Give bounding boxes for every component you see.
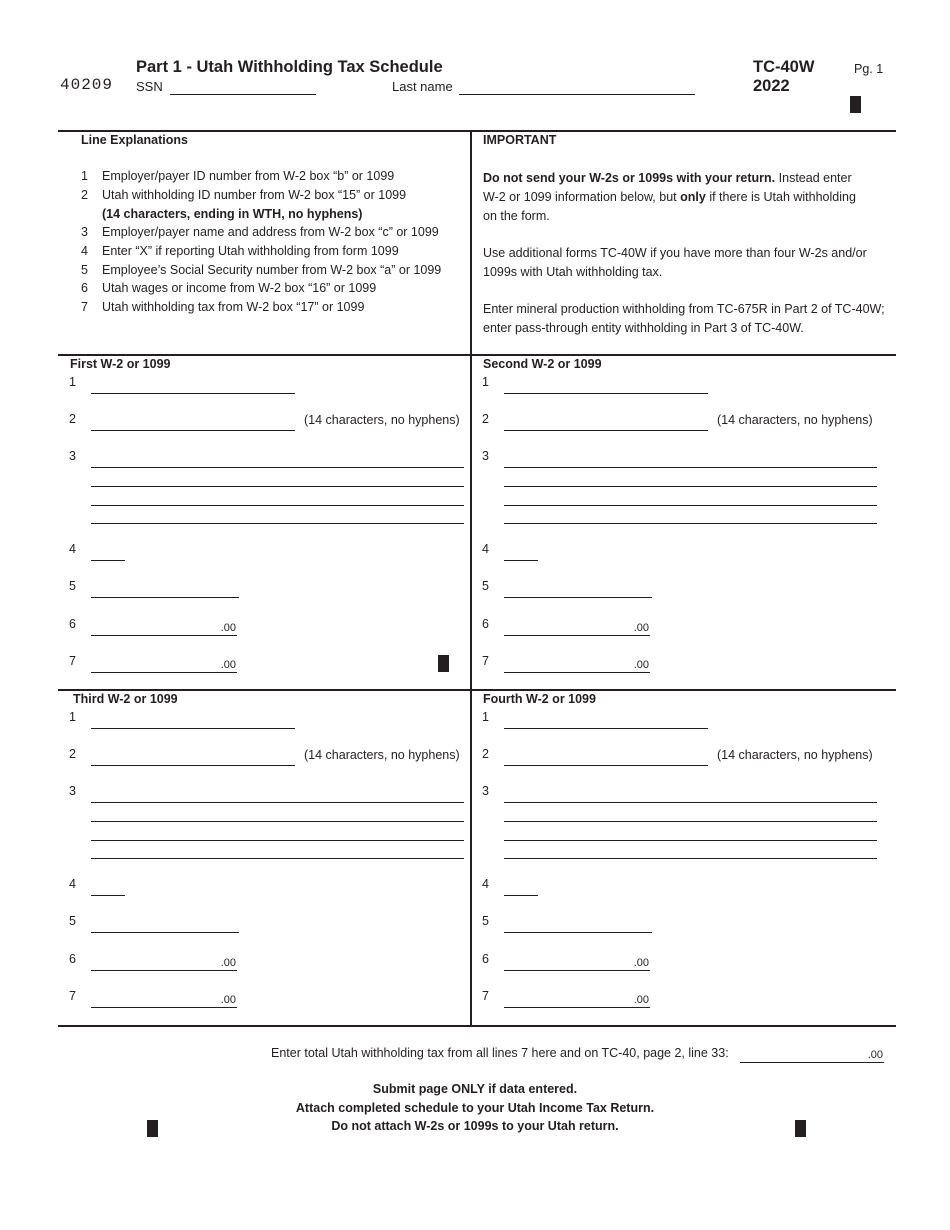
- rule-bottom: [58, 1025, 896, 1027]
- second-employer-address-input-2[interactable]: [504, 470, 877, 487]
- fourth-utah-wages-cents: .00: [633, 957, 649, 969]
- fourth-line-4-number: 4: [482, 877, 489, 891]
- fourth-employer-address-input-3[interactable]: [504, 824, 877, 841]
- fourth-line-1-number: 1: [482, 710, 489, 724]
- total-withholding-field[interactable]: [740, 1045, 870, 1063]
- third-line-5-number: 5: [69, 914, 76, 928]
- second-line-2-number: 2: [482, 412, 489, 426]
- first-utah-wages-cents: .00: [220, 622, 236, 634]
- second-employer-address-input-1[interactable]: [504, 451, 877, 468]
- registration-mark: [850, 96, 861, 113]
- fourth-line-7-number: 7: [482, 989, 489, 1003]
- first-14-chars-hint: (14 characters, no hyphens): [304, 413, 460, 427]
- first-w2-title: First W-2 or 1099: [70, 357, 171, 371]
- fourth-line-6-number: 6: [482, 952, 489, 966]
- third-w2-title: Third W-2 or 1099: [73, 692, 178, 706]
- ssn-label: SSN: [136, 79, 163, 94]
- third-utah-withholding-tax-field[interactable]: [91, 990, 223, 1008]
- fourth-utah-withholding-tax-cents: .00: [633, 994, 649, 1006]
- second-utah-wages-field[interactable]: [504, 618, 636, 636]
- form-code: 40209: [60, 76, 114, 94]
- third-utah-wages-field[interactable]: [91, 953, 223, 971]
- fourth-14-chars-hint: (14 characters, no hyphens): [717, 748, 873, 762]
- first-form-1099-x-input[interactable]: [91, 544, 125, 561]
- fourth-employer-address-input-4[interactable]: [504, 842, 877, 859]
- fourth-utah-wages-input[interactable]: [504, 953, 650, 971]
- rule-after-explanations: [58, 354, 896, 356]
- total-withholding-input[interactable]: [740, 1045, 884, 1063]
- first-line-2-number: 2: [69, 412, 76, 426]
- footer-line-1: Submit page ONLY if data entered.: [372, 1082, 578, 1096]
- important-paragraph-2: Use additional forms TC-40W if you have more than four W-2s and/or 1099s with Utah withholding tax.: [483, 246, 867, 279]
- third-form-1099-x-input[interactable]: [91, 879, 125, 896]
- second-employer-address-input-3[interactable]: [504, 489, 877, 506]
- fourth-utah-withholding-tax-input[interactable]: [504, 990, 650, 1008]
- first-employer-address-input-3[interactable]: [91, 489, 464, 506]
- third-utah-wages-input[interactable]: [91, 953, 237, 971]
- second-employer-id-input[interactable]: [504, 377, 708, 394]
- first-utah-withholding-tax-cents: .00: [220, 659, 236, 671]
- footer-line-3: Do not attach W-2s or 1099s to your Utah return.: [331, 1119, 619, 1133]
- second-utah-withholding-tax-cents: .00: [633, 659, 649, 671]
- page-title: Part 1 - Utah Withholding Tax Schedule: [136, 58, 443, 76]
- third-line-1-number: 1: [69, 710, 76, 724]
- top-rule: [58, 130, 896, 132]
- second-employee-ssn-input[interactable]: [504, 581, 652, 598]
- page-number: Pg. 1: [854, 62, 884, 76]
- fourth-employer-address-input-2[interactable]: [504, 805, 877, 822]
- first-line-1-number: 1: [69, 375, 76, 389]
- third-line-4-number: 4: [69, 877, 76, 891]
- first-employee-ssn-input[interactable]: [91, 581, 239, 598]
- third-14-chars-hint: (14 characters, no hyphens): [304, 748, 460, 762]
- first-utah-withholding-tax-input[interactable]: [91, 655, 237, 673]
- second-utah-withholding-id-input[interactable]: [504, 414, 708, 431]
- footer-line-2: Attach completed schedule to your Utah Income Tax Return.: [295, 1101, 655, 1115]
- second-w2-title: Second W-2 or 1099: [483, 357, 602, 371]
- third-utah-withholding-id-input[interactable]: [91, 749, 295, 766]
- fourth-utah-withholding-tax-field[interactable]: [504, 990, 636, 1008]
- registration-mark: [147, 1120, 158, 1137]
- first-utah-withholding-tax-field[interactable]: [91, 655, 223, 673]
- center-divider: [470, 130, 472, 1026]
- first-utah-wages-field[interactable]: [91, 618, 223, 636]
- first-utah-withholding-id-input[interactable]: [91, 414, 295, 431]
- fourth-employer-id-input[interactable]: [504, 712, 708, 729]
- total-label: Enter total Utah withholding tax from all lines 7 here and on TC-40, page 2, line 33:: [271, 1046, 729, 1060]
- first-line-6-number: 6: [69, 617, 76, 631]
- first-line-3-number: 3: [69, 449, 76, 463]
- second-line-6-number: 6: [482, 617, 489, 631]
- important-paragraph-1: Do not send your W-2s or 1099s with your return. Instead enter W-2 or 1099 information below, but only if there is Utah withholding on the form.: [483, 171, 856, 223]
- third-line-7-number: 7: [69, 989, 76, 1003]
- first-line-4-number: 4: [69, 542, 76, 556]
- fourth-utah-withholding-id-input[interactable]: [504, 749, 708, 766]
- fourth-employer-address-input-1[interactable]: [504, 786, 877, 803]
- registration-mark: [795, 1120, 806, 1137]
- second-employer-address-input-4[interactable]: [504, 507, 877, 524]
- important-heading: IMPORTANT: [483, 133, 557, 147]
- second-line-3-number: 3: [482, 449, 489, 463]
- first-employer-id-input[interactable]: [91, 377, 295, 394]
- third-line-2-number: 2: [69, 747, 76, 761]
- first-line-7-number: 7: [69, 654, 76, 668]
- important-bold-warning: Do not send your W-2s or 1099s with your return.: [483, 171, 776, 185]
- rule-mid: [58, 689, 896, 691]
- third-line-6-number: 6: [69, 952, 76, 966]
- second-utah-withholding-tax-input[interactable]: [504, 655, 650, 673]
- fourth-line-5-number: 5: [482, 914, 489, 928]
- second-14-chars-hint: (14 characters, no hyphens): [717, 413, 873, 427]
- second-line-1-number: 1: [482, 375, 489, 389]
- first-utah-wages-input[interactable]: [91, 618, 237, 636]
- registration-mark: [438, 655, 449, 672]
- explanations-heading: Line Explanations: [81, 133, 188, 147]
- tax-year: 2022: [753, 77, 790, 95]
- third-employer-address-input-2[interactable]: [91, 805, 464, 822]
- important-paragraph-3: Enter mineral production withholding from TC-675R in Part 2 of TC-40W; enter pass-through entity withholding in Part 3 of TC-40W.: [483, 302, 885, 335]
- second-utah-wages-input[interactable]: [504, 618, 650, 636]
- third-utah-withholding-tax-cents: .00: [220, 994, 236, 1006]
- first-employer-address-input-1[interactable]: [91, 451, 464, 468]
- third-line-3-number: 3: [69, 784, 76, 798]
- third-employee-ssn-input[interactable]: [91, 916, 239, 933]
- fourth-utah-wages-field[interactable]: [504, 953, 636, 971]
- second-line-4-number: 4: [482, 542, 489, 556]
- second-line-5-number: 5: [482, 579, 489, 593]
- third-employer-address-input-3[interactable]: [91, 824, 464, 841]
- total-cents: .00: [867, 1049, 883, 1061]
- fourth-employee-ssn-input[interactable]: [504, 916, 652, 933]
- fourth-line-3-number: 3: [482, 784, 489, 798]
- third-employer-address-input-1[interactable]: [91, 786, 464, 803]
- ssn-input[interactable]: [170, 78, 316, 95]
- fourth-line-2-number: 2: [482, 747, 489, 761]
- first-line-5-number: 5: [69, 579, 76, 593]
- second-utah-withholding-tax-field[interactable]: [504, 655, 636, 673]
- third-employer-id-input[interactable]: [91, 712, 295, 729]
- third-employer-address-input-4[interactable]: [91, 842, 464, 859]
- fourth-w2-title: Fourth W-2 or 1099: [483, 692, 596, 706]
- last-name-label: Last name: [392, 79, 453, 94]
- fourth-form-1099-x-input[interactable]: [504, 879, 538, 896]
- first-employer-address-input-4[interactable]: [91, 507, 464, 524]
- last-name-input[interactable]: [459, 78, 695, 95]
- second-form-1099-x-input[interactable]: [504, 544, 538, 561]
- third-utah-withholding-tax-input[interactable]: [91, 990, 237, 1008]
- second-line-7-number: 7: [482, 654, 489, 668]
- second-utah-wages-cents: .00: [633, 622, 649, 634]
- first-employer-address-input-2[interactable]: [91, 470, 464, 487]
- form-id: TC-40W: [753, 58, 815, 76]
- third-utah-wages-cents: .00: [220, 957, 236, 969]
